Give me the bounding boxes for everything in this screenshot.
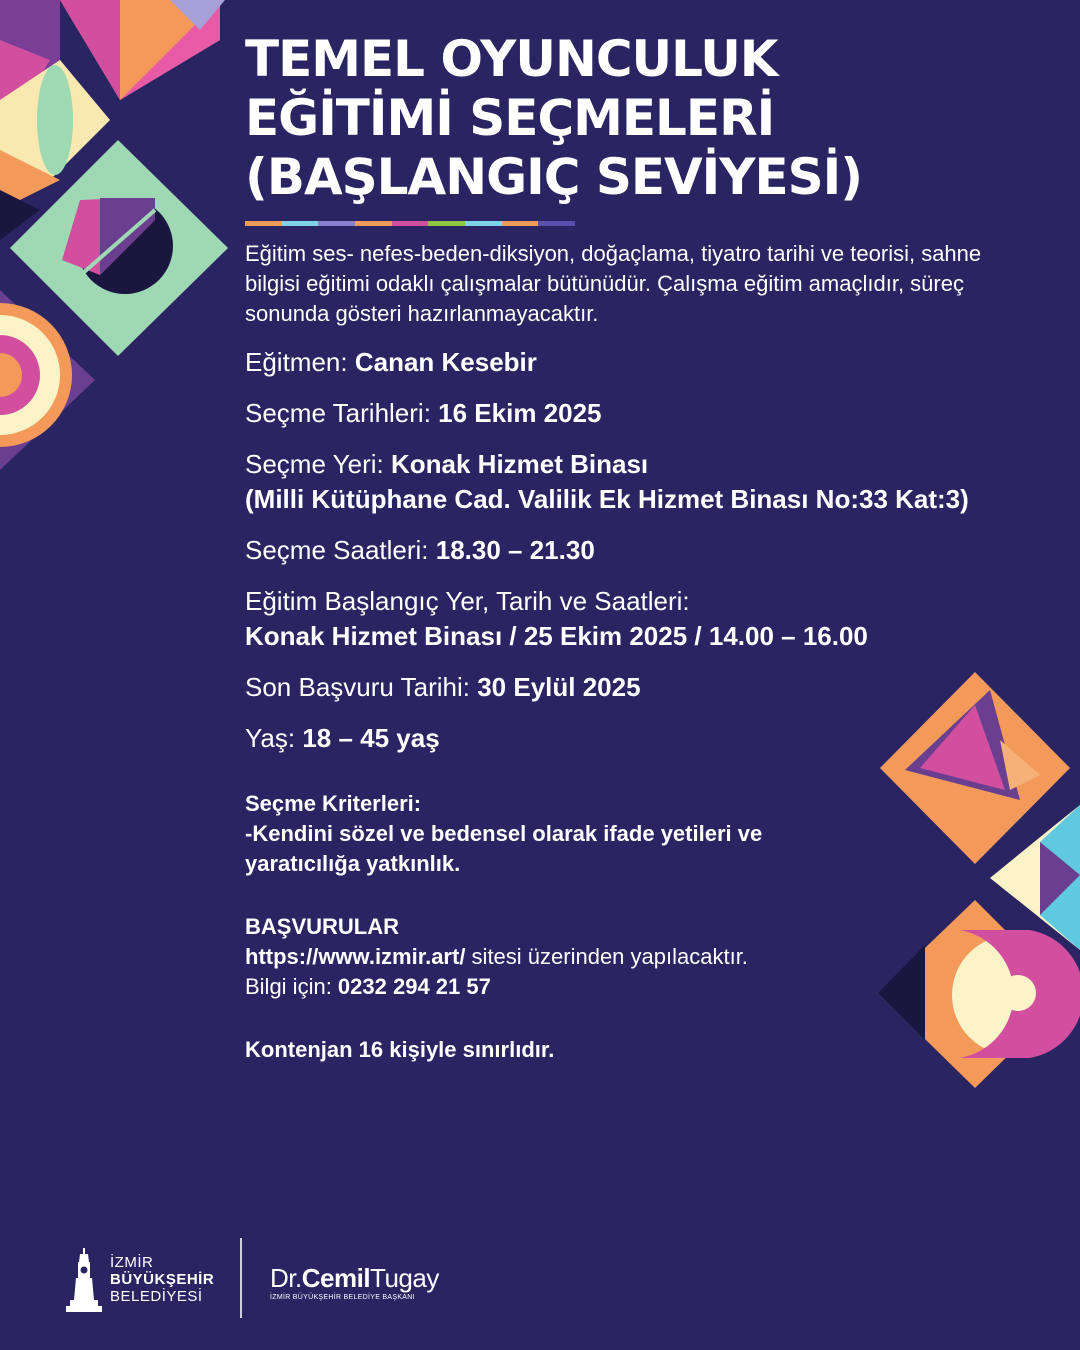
- footer: [0, 1220, 1080, 1330]
- criteria-text: -Kendini sözel ve bedensel olarak ifade yetileri ve yaratıcılığa yatkınlık.: [245, 821, 763, 876]
- age-label: Yaş:: [245, 723, 303, 753]
- mayor-first: Cemil: [301, 1263, 371, 1293]
- title-line-1: TEMEL OYUNCULUK: [245, 30, 778, 88]
- criteria-section: [245, 789, 845, 879]
- trainer-label: Eğitmen:: [245, 347, 355, 377]
- applications-link[interactable]: https://www.izmir.art/: [245, 944, 466, 969]
- decoration-top-left: [0, 0, 240, 480]
- deadline-value: 30 Eylül 2025: [477, 672, 641, 702]
- stripe-segment: [428, 221, 465, 226]
- stripe-segment: [282, 221, 319, 226]
- color-stripe: [245, 221, 575, 226]
- mayor-last: Tugay: [370, 1263, 439, 1293]
- logo1-line-1: İZMİR: [110, 1254, 154, 1271]
- hours-row: [245, 533, 985, 568]
- logo1-line-3: BELEDİYESİ: [110, 1288, 203, 1305]
- applications-heading: BAŞVURULAR: [245, 914, 399, 939]
- info-label: Bilgi için:: [245, 974, 338, 999]
- stripe-segment: [465, 221, 502, 226]
- clock-tower-icon: [66, 1248, 106, 1318]
- mayor-name: [270, 1264, 439, 1292]
- izmir-logo-text: [110, 1254, 214, 1305]
- criteria-heading: Seçme Kriterleri:: [245, 791, 422, 816]
- trainer-row: [245, 345, 985, 380]
- trainer-value: Canan Kesebir: [354, 347, 537, 377]
- quota-note: [245, 1035, 985, 1065]
- hours-value: 18.30 – 21.30: [435, 535, 595, 565]
- stripe-segment: [245, 221, 282, 226]
- deadline-label: Son Başvuru Tarihi:: [245, 672, 478, 702]
- dates-row: [245, 396, 985, 431]
- stripe-segment: [502, 221, 539, 226]
- place-address: (Milli Kütüphane Cad. Valilik Ek Hizmet Binası No:33 Kat:3): [245, 484, 969, 514]
- footer-divider: [240, 1238, 242, 1318]
- deadline-row: [245, 670, 985, 705]
- place-row: [245, 447, 985, 517]
- dates-value: 16 Ekim 2025: [438, 398, 602, 428]
- age-value: 18 – 45 yaş: [302, 723, 440, 753]
- hours-label: Seçme Saatleri:: [245, 535, 436, 565]
- age-row: [245, 721, 985, 756]
- logo1-line-2: BÜYÜKŞEHİR: [110, 1271, 215, 1288]
- start-row: [245, 584, 985, 654]
- mayor-logo: [270, 1264, 439, 1301]
- place-value: Konak Hizmet Binası: [390, 449, 649, 479]
- page-title: [245, 30, 985, 207]
- title-line-2: EĞİTİMİ SEÇMELERİ: [245, 89, 775, 147]
- main-content: [245, 30, 985, 1065]
- mayor-prefix: Dr.: [270, 1263, 302, 1293]
- applications-suffix: sitesi üzerinden yapılacaktır.: [465, 944, 748, 969]
- quota-text: Kontenjan 16 kişiyle sınırlıdır.: [245, 1037, 555, 1062]
- applications-section: [245, 912, 985, 1002]
- izmir-municipality-logo: [66, 1244, 216, 1314]
- intro-text: Eğitim ses- nefes-beden-diksiyon, doğaçlama, tiyatro tarihi ve teorisi, sahne bilgisi eğitimi odaklı çalışmalar bütünüdür. Çalışma eğitim amaçlıdır, süreç sonunda gösteri hazırlanmayacaktır.: [245, 241, 982, 326]
- stripe-segment: [538, 221, 575, 226]
- mayor-subtitle: İZMİR BÜYÜKŞEHİR BELEDİYE BAŞKANI: [270, 1294, 415, 1301]
- stripe-segment: [392, 221, 429, 226]
- info-phone: 0232 294 21 57: [337, 974, 491, 999]
- title-line-3: (BAŞLANGIÇ SEVİYESİ): [245, 148, 863, 206]
- start-label: Eğitim Başlangıç Yer, Tarih ve Saatleri:: [245, 586, 690, 616]
- start-value: Konak Hizmet Binası / 25 Ekim 2025 / 14.00 – 16.00: [245, 621, 868, 651]
- stripe-segment: [355, 221, 392, 226]
- place-label: Seçme Yeri:: [245, 449, 391, 479]
- stripe-segment: [318, 221, 355, 226]
- dates-label: Seçme Tarihleri:: [245, 398, 439, 428]
